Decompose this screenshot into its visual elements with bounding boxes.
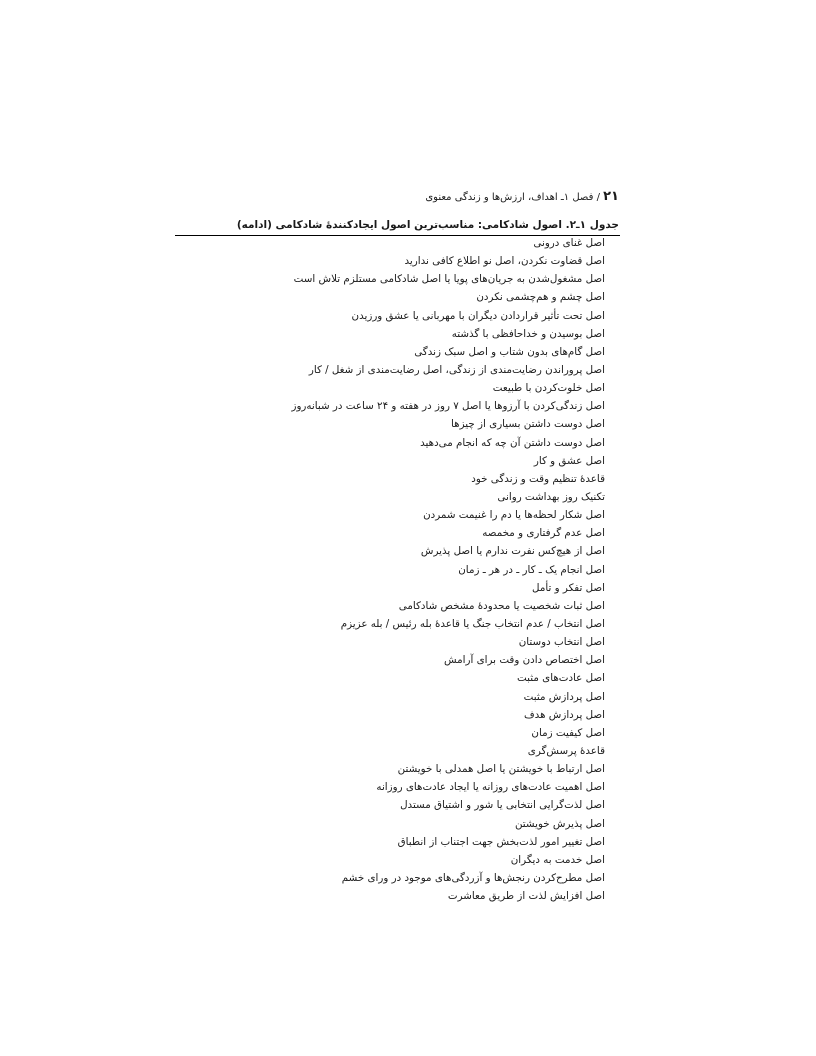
list-item: اصل گام‌های بدون شتاب و اصل سبک زندگی — [414, 345, 605, 358]
table-title: جدول ۱ـ۲. اصول شادکامی: مناسب‌ترین اصول ایجادکنندهٔ شادکامی (ادامه) — [236, 219, 619, 231]
list-item: اصل ارتباط با خویشتن یا اصل همدلی با خویشتن — [397, 763, 605, 776]
list-item: اصل از هیچ‌کس نفرت ندارم یا اصل پذیرش — [420, 545, 605, 558]
chapter-title: فصل ۱ـ اهداف، ارزش‌ها و زندگی معنوی — [425, 192, 594, 203]
page-number: ۲۱ — [603, 189, 619, 204]
list-item: اصل لذت‌گرایی انتخابی یا شور و اشتیاق مستدل — [400, 799, 605, 812]
list-item: اصل انتخاب / عدم انتخاب جنگ یا قاعدهٔ بله رئیس / بله عزیزم — [340, 617, 605, 630]
list-item: اصل عدم گرفتاری و مخمصه — [482, 527, 605, 540]
list-item: اصل دوست داشتن آن چه که انجام می‌دهید — [420, 436, 605, 449]
list-item: اصل تحت تأثیر قراردادن دیگران با مهربانی یا عشق ورزیدن — [351, 309, 605, 322]
principles-list — [145, 234, 605, 905]
list-item: اصل خدمت به دیگران — [510, 853, 605, 866]
list-item: اصل عشق و کار — [533, 454, 605, 467]
list-item: اصل افزایش لذت از طریق معاشرت — [447, 890, 605, 903]
list-item: اصل غنای درونی — [533, 237, 605, 249]
list-item: اصل شکار لحظه‌ها یا دم را غنیمت شمردن — [423, 509, 605, 522]
list-item: اصل تفکر و تأمل — [532, 581, 605, 594]
list-item: اصل قضاوت نکردن، اصل نو اطلاع کافی ندارید — [404, 255, 605, 268]
list-item: اصل بوسیدن و خداحافظی با گذشته — [451, 327, 605, 340]
list-item: اصل خلوت‌کردن با طبیعت — [492, 382, 605, 395]
list-item: قاعدهٔ پرسش‌گری — [527, 744, 605, 757]
list-item: اصل عادت‌های مثبت — [517, 672, 605, 685]
list-item: قاعدهٔ تنظیم وقت و زندگی خود — [471, 472, 605, 485]
list-item: اصل کیفیت زمان — [531, 726, 605, 739]
list-item: اصل اختصاص دادن وقت برای آرامش — [443, 654, 605, 667]
list-item: اصل پردازش هدف — [524, 708, 605, 721]
list-item: اصل پروراندن رضایت‌مندی از زندگی، اصل رضایت‌مندی از شغل / کار — [308, 363, 605, 376]
list-item: اصل پردازش مثبت — [523, 690, 605, 703]
running-header — [176, 188, 619, 206]
list-item: اصل تغییر امور لذت‌بخش جهت اجتناب از انطباق — [397, 835, 605, 848]
list-item: اصل دوست داشتن بسیاری از چیزها — [451, 418, 605, 431]
list-item: اصل انجام یک ـ کار ـ در هر ـ زمان — [458, 563, 605, 576]
list-item: اصل ثبات شخصیت یا محدودهٔ مشخص شادکامی — [398, 599, 605, 612]
list-item: اصل انتخاب دوستان — [518, 636, 605, 649]
list-item: اصل اهمیت عادت‌های روزانه یا ایجاد عادت‌های روزانه — [376, 781, 605, 794]
list-item: اصل مشغول‌شدن به جریان‌های پویا یا اصل شادکامی مستلزم تلاش است — [293, 273, 605, 286]
list-item: اصل مطرح‌کردن رنجش‌ها و آزردگی‌های موجود در ورای خشم — [341, 871, 605, 884]
list-item: اصل پذیرش خویشتن — [514, 817, 605, 830]
header-separator: / — [596, 192, 600, 203]
list-item: اصل چشم و هم‌چشمی نکردن — [476, 291, 605, 304]
list-item: اصل زندگی‌کردن با آرزوها یا اصل ۷ روز در هفته و ۲۴ ساعت در شبانه‌روز — [291, 400, 605, 413]
list-item: تکنیک روز بهداشت روانی — [497, 490, 605, 503]
